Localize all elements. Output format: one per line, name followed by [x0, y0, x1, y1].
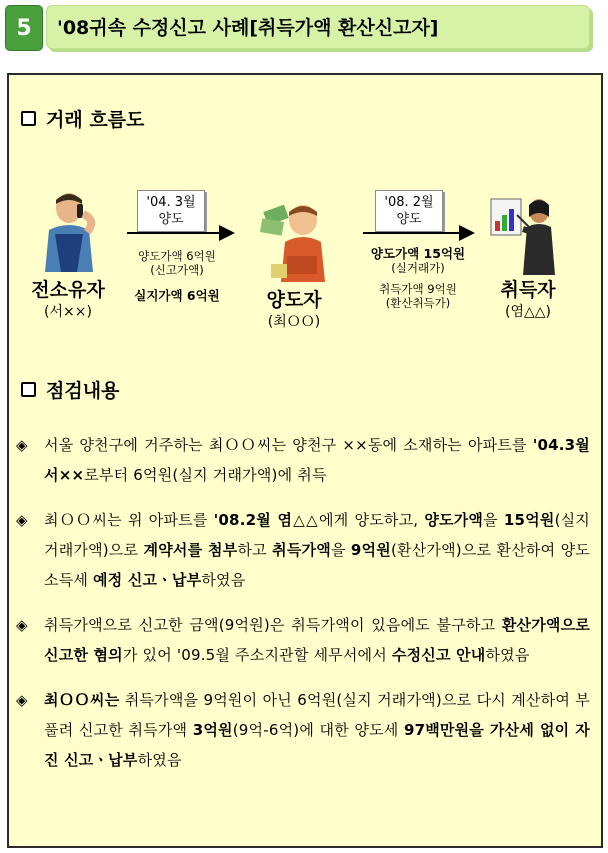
transfer2-date-box: [375, 190, 443, 232]
person-sub-seller: (최ＯＯ): [267, 314, 321, 330]
person-label-previous-owner: 전소유자: [31, 279, 105, 301]
bullet-text-segment: 최ＯＯ씨는: [208, 436, 287, 454]
bullet-text-segment: 최ＯＯ씨는: [44, 691, 120, 709]
bullet-text-segment: 계약서를 첨부: [143, 541, 238, 559]
bullet-text-segment: 을: [330, 541, 351, 559]
transfer1-note2: 실지가액 6억원: [134, 288, 220, 303]
transfer2-note1-line2: (실거래가): [391, 261, 445, 275]
diamond-bullet-icon: ◈: [16, 511, 28, 529]
transfer2-arrow: [363, 232, 473, 234]
bullet-text-segment: 하였음: [201, 571, 246, 589]
man-with-money-icon: [257, 200, 335, 282]
bullet-text-segment: 예정 신고ㆍ납부: [93, 571, 202, 589]
transfer2-note1-line1: 양도가액 15억원: [370, 246, 466, 261]
bullet-text-segment: 을: [483, 511, 504, 529]
section-heading-flow: [21, 105, 144, 132]
bullet-text-segment: 15억원: [503, 511, 555, 529]
person-label-buyer: 취득자: [500, 279, 556, 301]
person-sub-previous-owner: (서××): [44, 304, 92, 320]
bullet-text-segment: 97백만원을 가산세 없이 자진 신고ㆍ납부: [44, 721, 590, 769]
diamond-bullet-icon: ◈: [16, 436, 28, 454]
person-sub-buyer: (염△△): [505, 304, 551, 320]
bullet-text-segment: (9억-6억)에 대한 양도세: [232, 721, 404, 739]
bullet-text-segment: 하였음: [485, 646, 530, 664]
bullet-text-segment: 수정신고 안내: [391, 646, 486, 664]
transfer1-note1-line2: (신고가액): [150, 263, 204, 277]
bullet-text-segment: 취득가액: [272, 541, 331, 559]
page-title: '08귀속 수정신고 사례[취득가액 환산신고자]: [46, 5, 590, 49]
bullet-text-segment: 하고: [237, 541, 273, 559]
transfer2-note1: [353, 247, 483, 275]
section-number-badge: 5: [5, 5, 43, 51]
transfer1-note1: [117, 249, 237, 277]
checkbox-square-icon: [21, 382, 36, 397]
bullet-text-segment: '08.2월 염△△: [213, 511, 320, 529]
transfer2-note2-line1: 취득가액 9억원: [379, 282, 457, 296]
transfer2-type: 양도: [396, 212, 422, 227]
section-heading-review: [21, 376, 119, 403]
bullet-text-segment: 에게 양도하고,: [319, 511, 425, 529]
bullet-item: [14, 505, 590, 595]
bullet-text-segment: 취득가액을 9억원이 아닌 6억원(실지 거래가액)으로 다시 계산하여 부풀려 신고한 취득가액: [44, 691, 591, 739]
bullet-text-segment: (실지 거래가액)으로: [44, 511, 590, 559]
person-label-seller: 양도자: [266, 289, 322, 311]
bullet-text-segment: 9억원: [350, 541, 391, 559]
bullet-text-segment: '04.3월 서××: [44, 436, 590, 484]
bullet-item: [14, 430, 590, 490]
bullet-text-segment: 3억원: [192, 721, 233, 739]
bullet-text-segment: 양천구 ××동에 소재하는 아파트를: [286, 436, 533, 454]
transfer2-date: '08. 2월: [384, 195, 434, 210]
bullet-text-segment: 환산가액으로 신고한 혐의: [44, 616, 590, 664]
bullet-text-segment: 가 있어 '09.5월 주소지관할 세무서에서: [122, 646, 392, 664]
bullet-text-segment: 취득가액으로 신고한 금액(9억원)은 취득가액이 있음에도 불구하고: [44, 616, 502, 634]
review-bullet-list: [14, 430, 590, 790]
bullet-item: [14, 685, 590, 775]
transfer1-arrow: [127, 232, 233, 234]
transfer1-type: 양도: [158, 212, 184, 227]
man-on-phone-icon: [31, 190, 105, 272]
diamond-bullet-icon: ◈: [16, 616, 28, 634]
transfer1-note1-line1: 양도가액 6억원: [138, 249, 216, 263]
transfer2-note2: [353, 282, 483, 310]
presenter-icon: [489, 195, 561, 275]
bullet-text-segment: 하였음: [137, 751, 182, 769]
section-heading-text: 거래 흐름도: [46, 109, 145, 131]
transfer2-note2-line2: (환산취득가): [385, 296, 451, 310]
transfer1-date-box: [137, 190, 205, 232]
bullet-text-segment: 서울 양천구에 거주하는: [44, 436, 209, 454]
diamond-bullet-icon: ◈: [16, 691, 28, 709]
bullet-item: [14, 610, 590, 670]
checkbox-square-icon: [21, 111, 36, 126]
transfer1-date: '04. 3월: [146, 195, 196, 210]
bullet-text-segment: 양도가액: [424, 511, 484, 529]
bullet-text-segment: 로부터 6억원(실지 거래가액)에 취득: [84, 466, 327, 484]
section-heading-text: 점검내용: [46, 380, 120, 402]
bullet-text-segment: 최ＯＯ씨는 위 아파트를: [44, 511, 214, 529]
bullet-text-segment: (환산가액)으로 환산하여 양도소득세: [44, 541, 590, 589]
